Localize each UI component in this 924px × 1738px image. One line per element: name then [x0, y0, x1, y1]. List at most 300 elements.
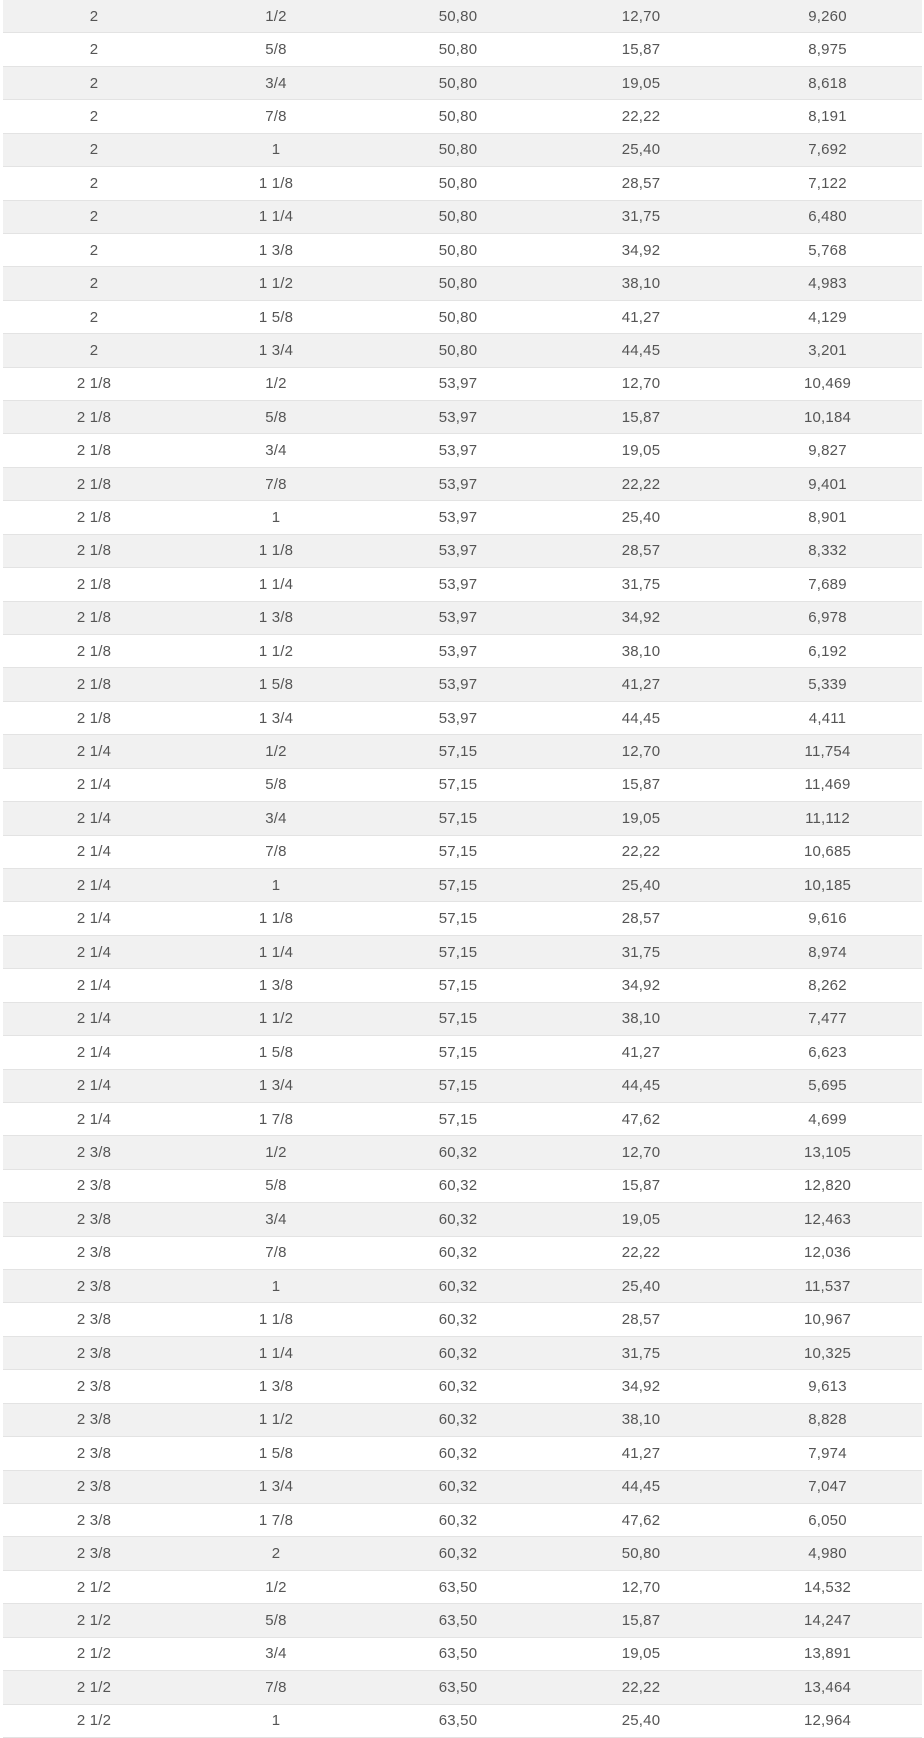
table-cell: 2 1/4: [76, 1010, 112, 1028]
table-cell: 60,32: [438, 1210, 478, 1228]
table-cell: 2 3/8: [76, 1511, 112, 1529]
table-cell: 1 3/8: [258, 609, 294, 627]
table-cell: 13,891: [803, 1645, 852, 1663]
table-cell: 1/2: [265, 375, 287, 393]
table-cell: 15,87: [621, 1177, 661, 1195]
table-cell: 2 3/8: [76, 1210, 112, 1228]
table-cell: 1 1/2: [258, 1010, 294, 1028]
table-cell: 1 1/8: [258, 174, 294, 192]
table-cell: 6,192: [808, 642, 847, 660]
table-cell: 53,97: [438, 475, 478, 493]
table-row: [3, 1270, 922, 1303]
table-cell: 9,260: [808, 7, 847, 25]
table-cell: 6,978: [808, 609, 847, 627]
table-cell: 2 1/4: [76, 1043, 112, 1061]
table-cell: 7,692: [808, 141, 847, 159]
table-cell: 2 1/8: [76, 709, 112, 727]
table-cell: 2 1/8: [76, 542, 112, 560]
table-cell: 44,45: [621, 709, 661, 727]
table-cell: 2: [89, 7, 99, 25]
table-cell: 15,87: [621, 408, 661, 426]
table-row: [3, 468, 922, 501]
table-cell: 50,80: [621, 1545, 661, 1563]
table-row: [3, 100, 922, 133]
table-cell: 44,45: [621, 341, 661, 359]
table-cell: 57,15: [438, 943, 478, 961]
table-cell: 50,80: [438, 208, 478, 226]
table-cell: 5,768: [808, 241, 847, 259]
table-cell: 1 3/4: [258, 1478, 294, 1496]
table-cell: 31,75: [621, 943, 661, 961]
table-cell: 2 3/8: [76, 1545, 112, 1563]
table-row: [3, 1471, 922, 1504]
table-row: [3, 1437, 922, 1470]
table-cell: 10,469: [803, 375, 852, 393]
table-cell: 7/8: [265, 475, 287, 493]
table-cell: 2 1/8: [76, 509, 112, 527]
table-cell: 15,87: [621, 776, 661, 794]
table-row: [3, 969, 922, 1002]
table-cell: 41,27: [621, 676, 661, 694]
table-cell: 5/8: [265, 408, 287, 426]
table-cell: 12,820: [803, 1177, 852, 1195]
table-row: [3, 568, 922, 601]
table-cell: 22,22: [621, 107, 661, 125]
table-cell: 1 3/4: [258, 341, 294, 359]
table-cell: 19,05: [621, 1645, 661, 1663]
table-cell: 34,92: [621, 976, 661, 994]
table-cell: 7,122: [808, 174, 847, 192]
table-cell: 25,40: [621, 876, 661, 894]
table-cell: 15,87: [621, 1611, 661, 1629]
table-cell: 1 1/2: [258, 1411, 294, 1429]
table-cell: 53,97: [438, 509, 478, 527]
table-row: [3, 301, 922, 334]
table-cell: 1 1/8: [258, 542, 294, 560]
table-cell: 14,247: [803, 1611, 852, 1629]
table-cell: 25,40: [621, 141, 661, 159]
table-cell: 19,05: [621, 442, 661, 460]
table-cell: 1 1/8: [258, 910, 294, 928]
table-cell: 5,695: [808, 1077, 847, 1095]
table-cell: 22,22: [621, 475, 661, 493]
table-row: [3, 267, 922, 300]
table-cell: 2 3/8: [76, 1444, 112, 1462]
table-cell: 1 3/4: [258, 1077, 294, 1095]
table-cell: 1 1/4: [258, 208, 294, 226]
table-cell: 60,32: [438, 1378, 478, 1395]
table-cell: 1/2: [265, 742, 287, 760]
table-row: [3, 134, 922, 167]
table-cell: 1 1/2: [258, 642, 294, 660]
table-row: [3, 33, 922, 66]
table-cell: 57,15: [438, 1110, 478, 1128]
table-cell: 1: [271, 1712, 281, 1730]
table-cell: 14,532: [803, 1578, 852, 1596]
table-cell: 53,97: [438, 408, 478, 426]
table-row: [3, 1404, 922, 1437]
table-cell: 2 3/8: [76, 1144, 112, 1162]
table-cell: 57,15: [438, 809, 478, 827]
table-cell: 11,754: [804, 742, 851, 760]
table-cell: 2 1/4: [76, 809, 112, 827]
table-cell: 2 1/4: [76, 1077, 112, 1095]
table-cell: 10,325: [803, 1344, 852, 1362]
table-cell: 1 3/4: [258, 709, 294, 727]
table-cell: 2 1/4: [76, 876, 112, 894]
table-cell: 13,464: [803, 1678, 852, 1696]
table-cell: 25,40: [621, 509, 661, 527]
table-cell: 8,901: [808, 509, 847, 527]
table-cell: 57,15: [438, 976, 478, 994]
table-cell: 12,463: [803, 1210, 852, 1228]
table-row: [3, 1537, 922, 1570]
table-cell: 4,411: [808, 709, 847, 727]
table-cell: 50,80: [438, 275, 478, 293]
table-cell: 63,50: [438, 1578, 478, 1596]
table-cell: 2 1/8: [76, 475, 112, 493]
table-cell: 41,27: [621, 1444, 661, 1462]
table-cell: 60,32: [438, 1311, 478, 1329]
table-cell: 7/8: [265, 1244, 287, 1262]
table-cell: 38,10: [621, 1010, 661, 1028]
table-cell: 4,980: [808, 1545, 847, 1563]
table-row: [3, 1136, 922, 1169]
table-cell: 6,623: [808, 1043, 847, 1061]
table-cell: 57,15: [438, 776, 478, 794]
table-row: [3, 434, 922, 467]
table-row: [3, 702, 922, 735]
table-row: [3, 0, 922, 33]
table-cell: 31,75: [621, 208, 661, 226]
table-cell: 57,15: [438, 910, 478, 928]
table-cell: 11,537: [804, 1277, 851, 1295]
table-cell: 2 3/8: [76, 1478, 112, 1496]
table-cell: 7/8: [265, 1678, 287, 1696]
table-cell: 2: [89, 208, 99, 226]
table-cell: 1 5/8: [258, 1043, 294, 1061]
table-cell: 1 1/4: [258, 575, 294, 593]
table-row: [3, 1170, 922, 1203]
table-cell: 22,22: [621, 1678, 661, 1696]
table-row: [3, 167, 922, 200]
table-cell: 2 1/8: [76, 442, 112, 460]
table-cell: 50,80: [438, 141, 478, 159]
table-cell: 9,616: [808, 910, 847, 928]
table-cell: 4,129: [808, 308, 847, 326]
table-cell: 2 3/8: [76, 1344, 112, 1362]
table-cell: 60,32: [438, 1511, 478, 1529]
table-cell: 11,469: [804, 776, 851, 794]
table-cell: 1/2: [265, 1144, 287, 1162]
table-cell: 9,613: [808, 1378, 847, 1395]
table-cell: 1: [271, 876, 281, 894]
table-row: [3, 1638, 922, 1671]
table-cell: 2 1/8: [76, 408, 112, 426]
table-cell: 53,97: [438, 609, 478, 627]
table-cell: 38,10: [621, 642, 661, 660]
table-cell: 19,05: [621, 1210, 661, 1228]
table-row: [3, 1103, 922, 1136]
table-row: [3, 802, 922, 835]
table-cell: 3/4: [265, 809, 287, 827]
table-row: [3, 234, 922, 267]
table-cell: 7/8: [265, 843, 287, 861]
table-cell: 2 1/4: [76, 910, 112, 928]
table-cell: 8,618: [808, 74, 847, 92]
table-cell: 63,50: [438, 1712, 478, 1730]
table-cell: 50,80: [438, 74, 478, 92]
table-cell: 41,27: [621, 308, 661, 326]
table-cell: 2: [89, 275, 99, 293]
table-cell: 2 1/4: [76, 742, 112, 760]
table-cell: 34,92: [621, 241, 661, 259]
table-cell: 12,70: [621, 375, 661, 393]
table-cell: 8,828: [808, 1411, 847, 1429]
table-cell: 41,27: [621, 1043, 661, 1061]
table-cell: 47,62: [621, 1110, 661, 1128]
table-cell: 2 1/4: [76, 776, 112, 794]
table-cell: 8,974: [808, 943, 847, 961]
table-cell: 3/4: [265, 442, 287, 460]
table-cell: 12,70: [621, 1578, 661, 1596]
table-cell: 10,685: [803, 843, 852, 861]
table-cell: 1 1/2: [258, 275, 294, 293]
table-cell: 7,047: [808, 1478, 847, 1496]
table-cell: 60,32: [438, 1344, 478, 1362]
table-cell: 53,97: [438, 442, 478, 460]
table-cell: 1 1/4: [258, 1344, 294, 1362]
table-cell: 50,80: [438, 241, 478, 259]
table-row: [3, 1337, 922, 1370]
table-cell: 38,10: [621, 1411, 661, 1429]
table-row: [3, 535, 922, 568]
table-cell: 10,967: [803, 1311, 852, 1329]
table-cell: 60,32: [438, 1411, 478, 1429]
table-cell: 50,80: [438, 7, 478, 25]
table-cell: 50,80: [438, 308, 478, 326]
table-row: [3, 1237, 922, 1270]
table-row: [3, 836, 922, 869]
table-cell: 2 3/8: [76, 1244, 112, 1262]
table-cell: 1 5/8: [258, 308, 294, 326]
table-cell: 53,97: [438, 676, 478, 694]
table-cell: 2: [89, 308, 99, 326]
table-cell: 1 3/8: [258, 976, 294, 994]
table-cell: 60,32: [438, 1144, 478, 1162]
table-cell: 44,45: [621, 1478, 661, 1496]
table-cell: 5/8: [265, 1177, 287, 1195]
table-cell: 44,45: [621, 1077, 661, 1095]
table-cell: 50,80: [438, 174, 478, 192]
table-cell: 5,339: [808, 676, 847, 694]
table-row: [3, 735, 922, 768]
table-cell: 53,97: [438, 375, 478, 393]
table-cell: 10,185: [803, 876, 852, 894]
table-cell: 2 1/8: [76, 609, 112, 627]
table-row: [3, 401, 922, 434]
table-cell: 28,57: [621, 174, 661, 192]
data-table: [3, 0, 922, 1738]
table-cell: 2 1/4: [76, 943, 112, 961]
table-cell: 12,70: [621, 742, 661, 760]
table-cell: 2 1/2: [76, 1712, 112, 1730]
table-row: [3, 869, 922, 902]
table-cell: 5/8: [265, 1611, 287, 1629]
table-cell: 2 3/8: [76, 1411, 112, 1429]
table-cell: 1 5/8: [258, 1444, 294, 1462]
table-cell: 2 1/8: [76, 575, 112, 593]
table-row: [3, 1504, 922, 1537]
table-cell: 8,262: [808, 976, 847, 994]
table-cell: 60,32: [438, 1545, 478, 1563]
table-cell: 1 1/8: [258, 1311, 294, 1329]
table-cell: 2: [89, 174, 99, 192]
table-cell: 2 1/2: [76, 1578, 112, 1596]
table-cell: 53,97: [438, 709, 478, 727]
table-cell: 57,15: [438, 843, 478, 861]
table-cell: 1/2: [265, 7, 287, 25]
table-cell: 28,57: [621, 542, 661, 560]
table-cell: 31,75: [621, 1344, 661, 1362]
table-cell: 34,92: [621, 609, 661, 627]
table-row: [3, 668, 922, 701]
table-cell: 2: [89, 341, 99, 359]
table-row: [3, 1604, 922, 1637]
table-cell: 2 1/2: [76, 1678, 112, 1696]
table-cell: 13,105: [803, 1144, 852, 1162]
table-cell: 2 1/8: [76, 375, 112, 393]
table-row: [3, 1003, 922, 1036]
table-row: [3, 936, 922, 969]
table-cell: 15,87: [621, 41, 661, 59]
table-cell: 57,15: [438, 1043, 478, 1061]
table-cell: 57,15: [438, 876, 478, 894]
table-cell: 2 3/8: [76, 1311, 112, 1329]
table-cell: 2 1/4: [76, 1110, 112, 1128]
table-row: [3, 1203, 922, 1236]
table-cell: 3/4: [265, 1645, 287, 1663]
table-cell: 2: [89, 241, 99, 259]
table-cell: 38,10: [621, 275, 661, 293]
table-cell: 9,401: [808, 475, 847, 493]
table-row: [3, 769, 922, 802]
table-cell: 1 5/8: [258, 676, 294, 694]
table-cell: 2 3/8: [76, 1177, 112, 1195]
table-cell: 2: [271, 1545, 281, 1563]
table-cell: 12,70: [621, 1144, 661, 1162]
table-row: [3, 201, 922, 234]
table-cell: 1: [271, 141, 281, 159]
table-cell: 25,40: [621, 1712, 661, 1730]
table-row: [3, 1070, 922, 1103]
table-cell: 2: [89, 107, 99, 125]
table-cell: 2 1/4: [76, 843, 112, 861]
table-cell: 12,036: [803, 1244, 852, 1262]
table-cell: 53,97: [438, 542, 478, 560]
table-cell: 22,22: [621, 1244, 661, 1262]
table-cell: 2 1/2: [76, 1611, 112, 1629]
table-cell: 3,201: [808, 341, 847, 359]
table-cell: 12,964: [803, 1712, 852, 1730]
table-cell: 47,62: [621, 1511, 661, 1529]
table-row: [3, 1303, 922, 1336]
table-cell: 2: [89, 41, 99, 59]
table-cell: 2 1/4: [76, 976, 112, 994]
table-cell: 8,975: [808, 41, 847, 59]
table-cell: 2 3/8: [76, 1378, 112, 1395]
table-cell: 6,050: [808, 1511, 847, 1529]
table-cell: 7,974: [808, 1444, 847, 1462]
table-cell: 1 3/8: [258, 1378, 294, 1395]
table-cell: 50,80: [438, 107, 478, 125]
table-cell: 50,80: [438, 341, 478, 359]
table-cell: 31,75: [621, 575, 661, 593]
table-cell: 63,50: [438, 1645, 478, 1663]
table-cell: 60,32: [438, 1277, 478, 1295]
table-cell: 57,15: [438, 1077, 478, 1095]
table-cell: 5/8: [265, 776, 287, 794]
table-cell: 1: [271, 509, 281, 527]
table-cell: 19,05: [621, 74, 661, 92]
table-cell: 50,80: [438, 41, 478, 59]
table-row: [3, 902, 922, 935]
table-cell: 8,191: [808, 107, 847, 125]
table-cell: 53,97: [438, 575, 478, 593]
table-cell: 7/8: [265, 107, 287, 125]
table-cell: 7,689: [808, 575, 847, 593]
table-cell: 60,32: [438, 1444, 478, 1462]
table-cell: 4,699: [808, 1110, 847, 1128]
table-cell: 2: [89, 74, 99, 92]
table-cell: 63,50: [438, 1611, 478, 1629]
table-row: [3, 1671, 922, 1704]
table-cell: 4,983: [808, 275, 847, 293]
table-cell: 11,112: [805, 809, 850, 827]
table-cell: 57,15: [438, 1010, 478, 1028]
table-cell: 28,57: [621, 910, 661, 928]
table-cell: 8,332: [808, 542, 847, 560]
table-row: [3, 1571, 922, 1604]
table-cell: 1 1/4: [258, 943, 294, 961]
table-row: [3, 635, 922, 668]
table-cell: 9,827: [808, 442, 847, 460]
table-cell: 7,477: [808, 1010, 847, 1028]
table-row: [3, 1370, 922, 1403]
table-row: [3, 67, 922, 100]
table-cell: 2 3/8: [76, 1277, 112, 1295]
table-row: [3, 602, 922, 635]
table-cell: 2 1/2: [76, 1645, 112, 1663]
table-cell: 12,70: [621, 7, 661, 25]
table-cell: 5/8: [265, 41, 287, 59]
table-row: [3, 368, 922, 401]
table-cell: 2 1/8: [76, 676, 112, 694]
table-cell: 3/4: [265, 74, 287, 92]
table-cell: 19,05: [621, 809, 661, 827]
table-row: [3, 334, 922, 367]
table-cell: 1/2: [265, 1578, 287, 1596]
table-cell: 63,50: [438, 1678, 478, 1696]
table-cell: 60,32: [438, 1177, 478, 1195]
table-cell: 25,40: [621, 1277, 661, 1295]
table-cell: 2: [89, 141, 99, 159]
table-cell: 22,22: [621, 843, 661, 861]
table-row: [3, 1036, 922, 1069]
table-cell: 1 7/8: [258, 1511, 294, 1529]
table-cell: 28,57: [621, 1311, 661, 1329]
table-cell: 1 3/8: [258, 241, 294, 259]
